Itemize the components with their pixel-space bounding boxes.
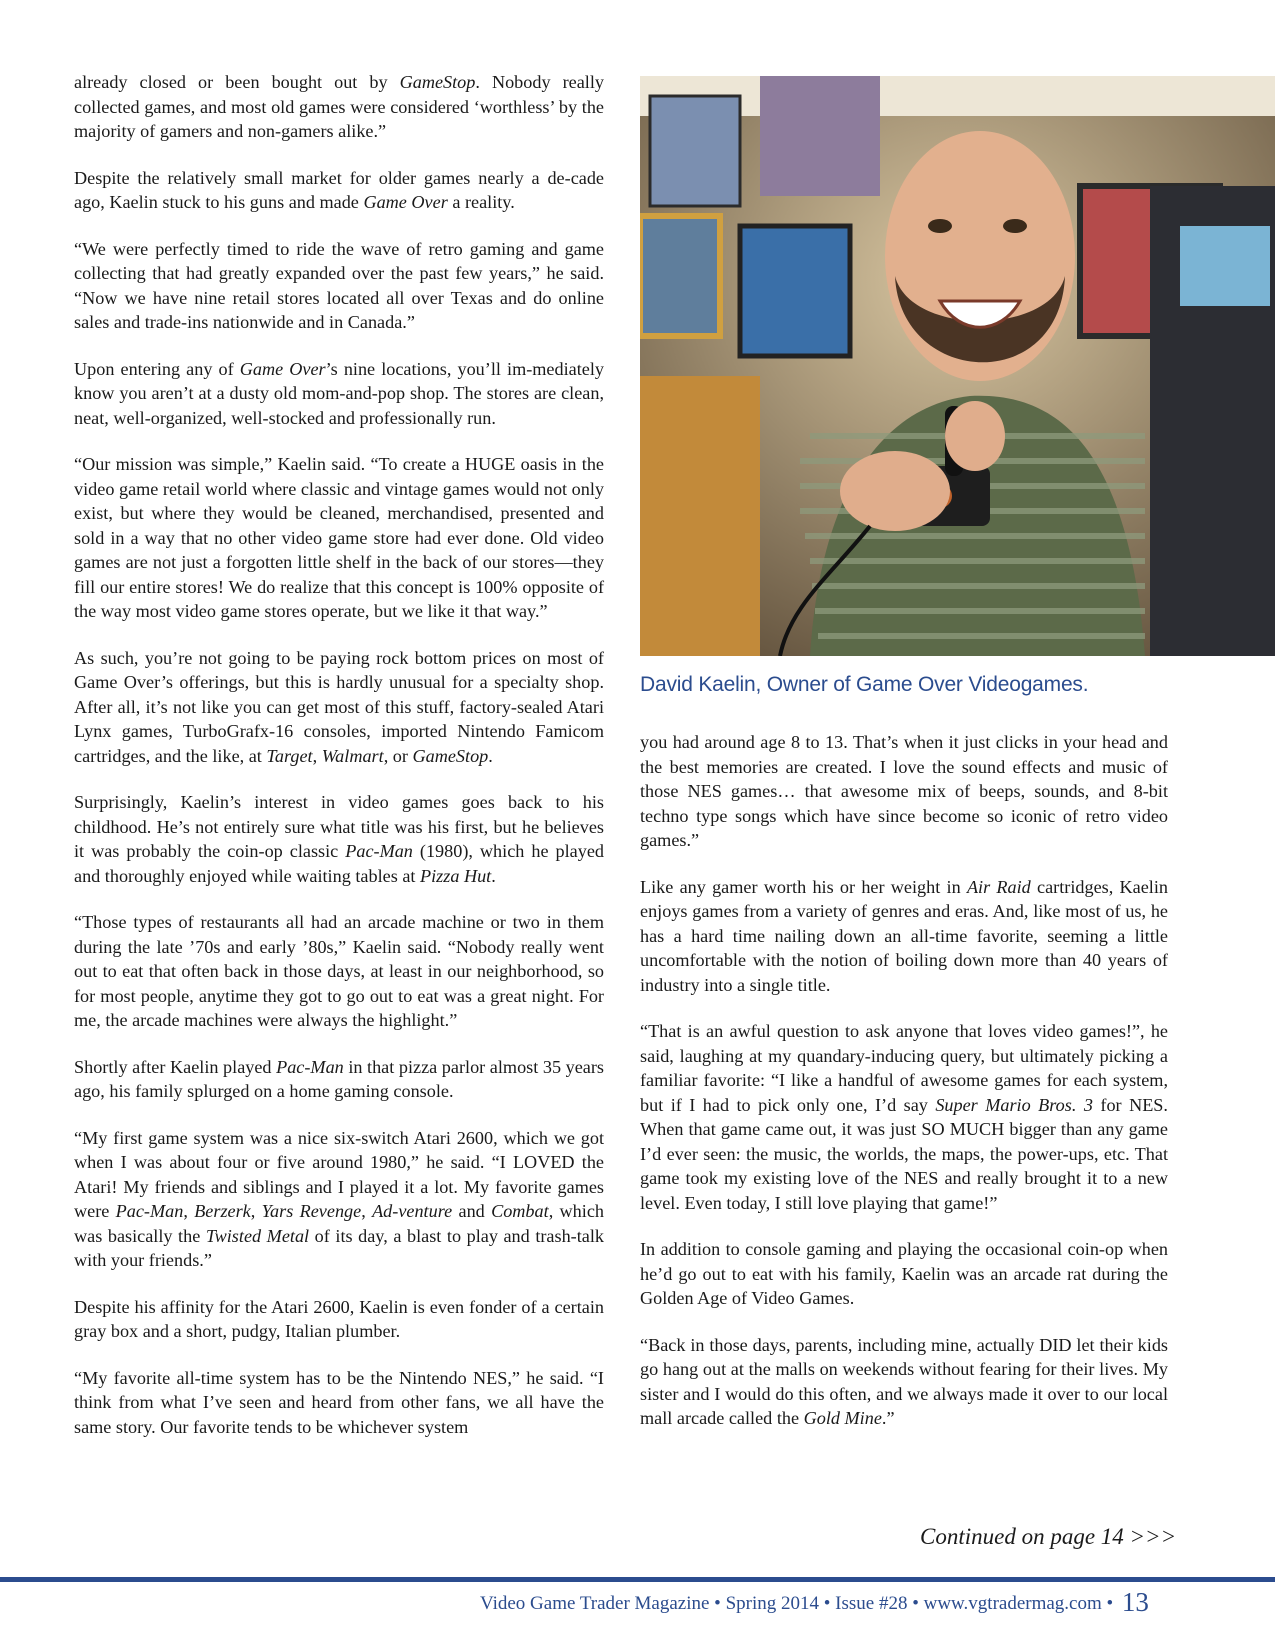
paragraph: [74, 1126, 604, 1273]
paragraph: [74, 790, 604, 888]
italic-title: Super Mario Bros. 3: [935, 1094, 1093, 1115]
photo-david-kaelin: [640, 76, 1275, 656]
paragraph-text: for NES. When that game came out, it was just SO MUCH bigger than any game I’d ever seen: the music, the worlds, the maps, the power-ups, etc. That game took my existing love of the NES and really brought it to a new level. Even today, I still love playing that game!”: [640, 1094, 1168, 1213]
paragraph-text: ,: [312, 745, 322, 766]
photo-caption: David Kaelin, Owner of Game Over Videogames.: [640, 673, 1089, 696]
paragraph: [640, 1333, 1168, 1431]
paragraph-text: Like any gamer worth his or her weight in: [640, 876, 967, 897]
paragraph-text: Surprisingly, Kaelin’s interest in video games goes back to his childhood. He’s not entirely sure what title was his first, but he believes it was probably the coin-op classic: [74, 792, 604, 861]
italic-title: Pac-Man: [115, 1201, 184, 1221]
article-column-left: [74, 70, 604, 1461]
paragraph-text: As such, you’re not going to be paying rock bottom prices on most of Game Over’s offerings, but this is hardly unusual for a specialty shop. After all, it’s not like you can get most of this stuff, factory-sealed Atari Lynx games, TurboGrafx-16 consoles, imported Nintendo Famicom cartridges, and the like, at: [74, 647, 604, 766]
paragraph: [640, 1237, 1168, 1311]
paragraph-text: cartridges, Kaelin enjoys games from a variety of genres and eras. And, like most of us, he has a hard time nailing down an all-time favorite, seeming a little uncomfortable with the notion of boiling down more than 40 years of industry into a single title.: [640, 876, 1169, 995]
paragraph-text: “Back in those days, parents, including mine, actually DID let their kids go hang out at the malls on weekends without fearing for their lives. My sister and I would do this often, and we always made it over to our local mall arcade called the: [640, 1334, 1168, 1428]
paragraph-text: , or: [383, 745, 413, 766]
paragraph: [640, 730, 1168, 853]
paragraph-text: of its day, a blast to play and trash-talk with your friends.”: [74, 1225, 604, 1270]
italic-title: Gold Mine: [803, 1408, 882, 1428]
paragraph-text: ’s nine locations, you’ll im-mediately know you aren’t at a dusty old mom-and-pop shop. The stores are clean, neat, well-organized, well-stocked and professionally run.: [74, 358, 604, 428]
paragraph-text: “My favorite all-time system has to be the Nintendo NES,” he said. “I think from what I’ve seen and heard from other fans, we all have the same story. Our favorite tends to be whichever system: [74, 1367, 604, 1437]
paragraph: [74, 646, 604, 769]
paragraph-text: “That is an awful question to ask anyone that loves video games!”, he said, laughing at my quandary-inducing query, but ultimately picking a familiar favorite: “I like a handful of awesome games for each system, but if I had to pick only one, I’d say: [640, 1021, 1168, 1115]
paragraph: [74, 1055, 604, 1104]
italic-title: Target: [266, 745, 313, 766]
footer-text: Video Game Trader Magazine • Spring 2014 • Issue #28 • www.vgtradermag.com •: [480, 1593, 1114, 1614]
paragraph-text: Despite the relatively small market for older games nearly a de-cade ago, Kaelin stuck to his guns and made: [74, 167, 604, 212]
paragraph: [74, 1366, 604, 1440]
paragraph-text: Despite his affinity for the Atari 2600, Kaelin is even fonder of a certain gray box and a short, pudgy, Italian plumber.: [74, 1296, 604, 1341]
paragraph-text: .: [491, 865, 496, 886]
italic-title: Pizza Hut: [420, 865, 492, 886]
portrait-illustration: [640, 76, 1275, 656]
paragraph-text: a reality.: [447, 192, 515, 212]
paragraph: [74, 70, 604, 144]
italic-title: GameStop: [412, 745, 489, 766]
paragraph-text: . Nobody really collected games, and most old games were considered ‘worthless’ by the majority of gamers and non-gamers alike.”: [74, 72, 604, 141]
page-footer: [480, 1587, 1149, 1618]
paragraph: [74, 357, 604, 431]
italic-title: Berzerk: [194, 1201, 251, 1221]
paragraph-text: In addition to console gaming and playing the occasional coin-op when he’d go out to eat with his family, Kaelin was an arcade rat during the Golden Age of Video Games.: [640, 1239, 1168, 1308]
paragraph: [74, 1295, 604, 1344]
italic-title: Pac-Man: [345, 841, 413, 861]
italic-title: Game Over: [239, 358, 326, 379]
page-number: 13: [1121, 1587, 1149, 1617]
italic-title: Pac-Man: [276, 1056, 344, 1077]
italic-title: GameStop: [399, 72, 476, 92]
paragraph: [640, 875, 1168, 998]
continued-note: Continued on page 14 >>>: [920, 1524, 1177, 1549]
paragraph-text: “My first game system was a nice six-switch Atari 2600, which we got when I was about four or five around 1980,” he said. “I LOVED the Atari! My friends and siblings and I played it a lot. My favorite games were: [74, 1127, 604, 1221]
paragraph: [640, 1019, 1168, 1215]
footer-rule: [0, 1577, 1275, 1582]
paragraph-text: ,: [361, 1201, 373, 1221]
paragraph: [74, 237, 604, 335]
paragraph-text: already closed or been bought out by: [74, 72, 400, 92]
paragraph-text: and: [452, 1201, 492, 1221]
italic-title: Twisted Metal: [205, 1225, 310, 1246]
paragraph-text: , which was basically the: [74, 1201, 604, 1246]
paragraph: [74, 166, 604, 215]
paragraph-text: “We were perfectly timed to ride the wave of retro gaming and game collecting that had greatly expanded over the past few years,” he said. “Now we have nine retail stores located all over Texas and do online sales and trade-ins nationwide and in Canada.”: [74, 238, 604, 332]
article-column-right: [640, 730, 1168, 1453]
paragraph-text: in that pizza parlor almost 35 years ago, his family splurged on a home gaming console.: [74, 1056, 604, 1101]
paragraph-text: .: [488, 745, 493, 766]
paragraph-text: ,: [183, 1201, 195, 1221]
paragraph-text: “Those types of restaurants all had an arcade machine or two in them during the late ’70s and early ’80s,” Kaelin said. “Nobody really went out to eat that often back in those days, at least in our neighborhood, so for most people, anytime they got to go out to eat was a great night. For me, the arcade machines were always the highlight.”: [74, 912, 604, 1030]
italic-title: Game Over: [363, 192, 448, 212]
paragraph-text: ,: [250, 1201, 262, 1221]
italic-title: Combat: [491, 1201, 549, 1221]
italic-title: Walmart: [321, 745, 384, 766]
italic-title: Air Raid: [966, 876, 1031, 897]
paragraph-text: .”: [881, 1408, 895, 1428]
italic-title: Yars Revenge: [261, 1201, 362, 1221]
paragraph: [74, 910, 604, 1033]
paragraph-text: Shortly after Kaelin played: [74, 1056, 277, 1077]
paragraph-text: (1980), which he played and thoroughly enjoyed while waiting tables at: [74, 841, 604, 886]
paragraph-text: Upon entering any of: [74, 358, 240, 379]
paragraph-text: “Our mission was simple,” Kaelin said. “To create a HUGE oasis in the video game retail world where classic and vintage games would not only exist, but where they would be cleaned, merchandised, presented and sold in a way that no other video game store had ever done. Old video games are not just a forgotten little shelf in the back of our stores—they fill our entire stores! We do realize that this concept is 100% opposite of the way most video game stores operate, but we like it that way.”: [74, 454, 604, 621]
paragraph: [74, 452, 604, 624]
italic-title: Ad-venture: [372, 1201, 453, 1221]
paragraph-text: you had around age 8 to 13. That’s when it just clicks in your head and the best memories are created. I love the sound effects and music of those NES games… that awesome mix of beeps, sounds, and 8-bit techno type songs which have since become so iconic of retro video games.”: [640, 732, 1168, 850]
